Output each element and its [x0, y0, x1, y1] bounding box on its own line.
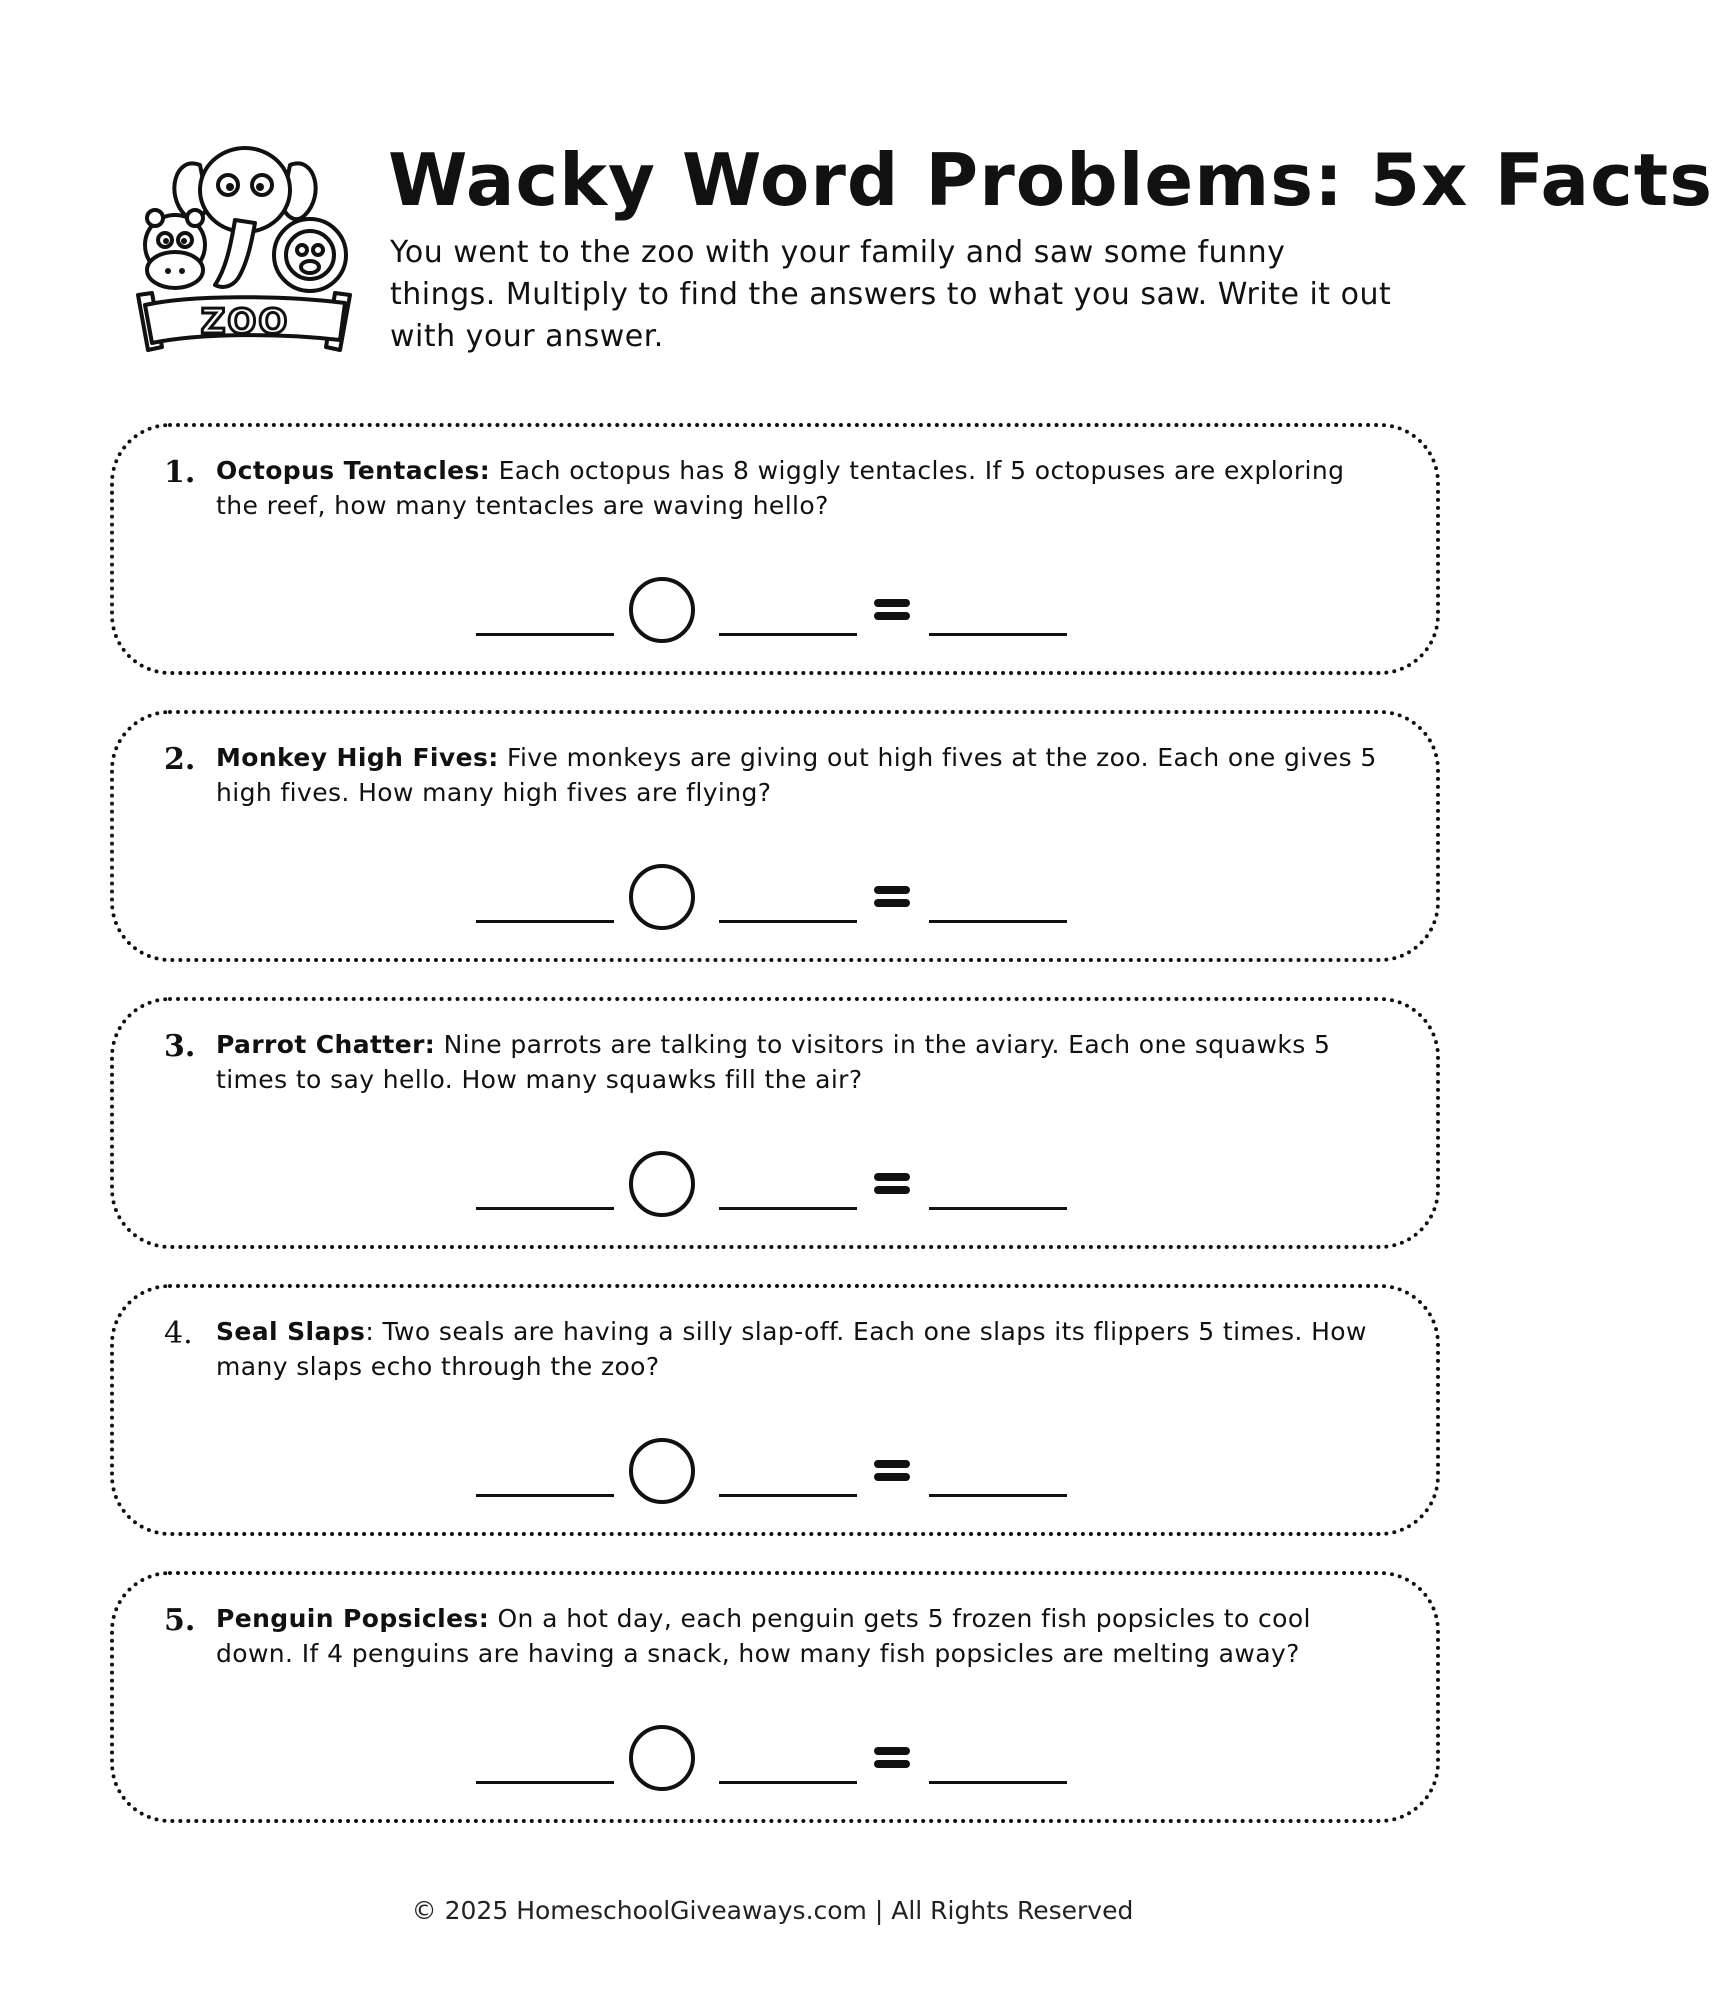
problem-text: [216, 453, 1386, 523]
problem-body: Nine parrots are talking to visitors in the aviary. Each one squawks 5 times to say hello. How many squawks fill the air?: [216, 1030, 1331, 1094]
equals-icon: [874, 886, 910, 908]
operator-circle[interactable]: [629, 864, 695, 930]
problem-label: Parrot Chatter:: [216, 1030, 436, 1059]
equals-icon: [874, 1173, 910, 1195]
problem-label: Octopus Tentacles:: [216, 456, 491, 485]
problem-body: Five monkeys are giving out high fives at the zoo. Each one gives 5 high fives. How many high fives are flying?: [216, 743, 1377, 807]
problem-number: 2.: [164, 742, 196, 777]
answer-blank[interactable]: [929, 1207, 1067, 1210]
answer-blank[interactable]: [929, 920, 1067, 923]
equation-row: [114, 864, 1436, 944]
operator-circle[interactable]: [629, 1151, 695, 1217]
zoo-animals-logo: [130, 135, 360, 365]
answer-blank[interactable]: [929, 1494, 1067, 1497]
problem-label: Monkey High Fives:: [216, 743, 499, 772]
equation-row: [114, 577, 1436, 657]
equation-row: [114, 1725, 1436, 1805]
factor-blank[interactable]: [719, 1494, 857, 1497]
factor-blank[interactable]: [719, 633, 857, 636]
page-title: Wacky Word Problems: 5x Facts: [388, 138, 1713, 222]
problem-text: [216, 740, 1386, 810]
factor-blank[interactable]: [719, 1207, 857, 1210]
logo-sign-text: ZOO: [200, 302, 290, 342]
problem-label: Seal Slaps: [216, 1317, 366, 1346]
intro-text: You went to the zoo with your family and saw some funny things. Multiply to find the answers to what you saw. Write it out with your answer.: [390, 235, 1392, 354]
factor-blank[interactable]: [719, 1781, 857, 1784]
factor-blank[interactable]: [476, 920, 614, 923]
problem-body: On a hot day, each penguin gets 5 frozen fish popsicles to cool down. If 4 penguins are having a snack, how many fish popsicles are melting away?: [216, 1604, 1311, 1668]
factor-blank[interactable]: [719, 920, 857, 923]
factor-blank[interactable]: [476, 633, 614, 636]
answer-blank[interactable]: [929, 633, 1067, 636]
problem-card: [110, 997, 1440, 1249]
problem-number: 3.: [164, 1029, 196, 1064]
equation-row: [114, 1151, 1436, 1231]
operator-circle[interactable]: [629, 1438, 695, 1504]
problem-text: [216, 1601, 1386, 1671]
answer-blank[interactable]: [929, 1781, 1067, 1784]
factor-blank[interactable]: [476, 1494, 614, 1497]
problem-card: [110, 1284, 1440, 1536]
problem-number: 4.: [164, 1316, 193, 1351]
problem-number: 1.: [164, 455, 196, 490]
problem-number: 5.: [164, 1603, 196, 1638]
equals-icon: [874, 599, 910, 621]
problem-card: [110, 423, 1440, 675]
problem-card: [110, 1571, 1440, 1823]
equals-icon: [874, 1460, 910, 1482]
operator-circle[interactable]: [629, 1725, 695, 1791]
footer-copyright: © 2025 HomeschoolGiveaways.com | All Rights Reserved: [411, 1896, 1134, 1925]
equals-icon: [874, 1747, 910, 1769]
problem-text: [216, 1314, 1386, 1384]
factor-blank[interactable]: [476, 1207, 614, 1210]
problem-body: Each octopus has 8 wiggly tentacles. If 5 octopuses are exploring the reef, how many tentacles are waving hello?: [216, 456, 1345, 520]
problem-label: Penguin Popsicles:: [216, 1604, 490, 1633]
operator-circle[interactable]: [629, 577, 695, 643]
equation-row: [114, 1438, 1436, 1518]
factor-blank[interactable]: [476, 1781, 614, 1784]
problem-text: [216, 1027, 1386, 1097]
problem-card: [110, 710, 1440, 962]
problem-body: : Two seals are having a silly slap-off. Each one slaps its flippers 5 times. How many slaps echo through the zoo?: [216, 1317, 1367, 1381]
